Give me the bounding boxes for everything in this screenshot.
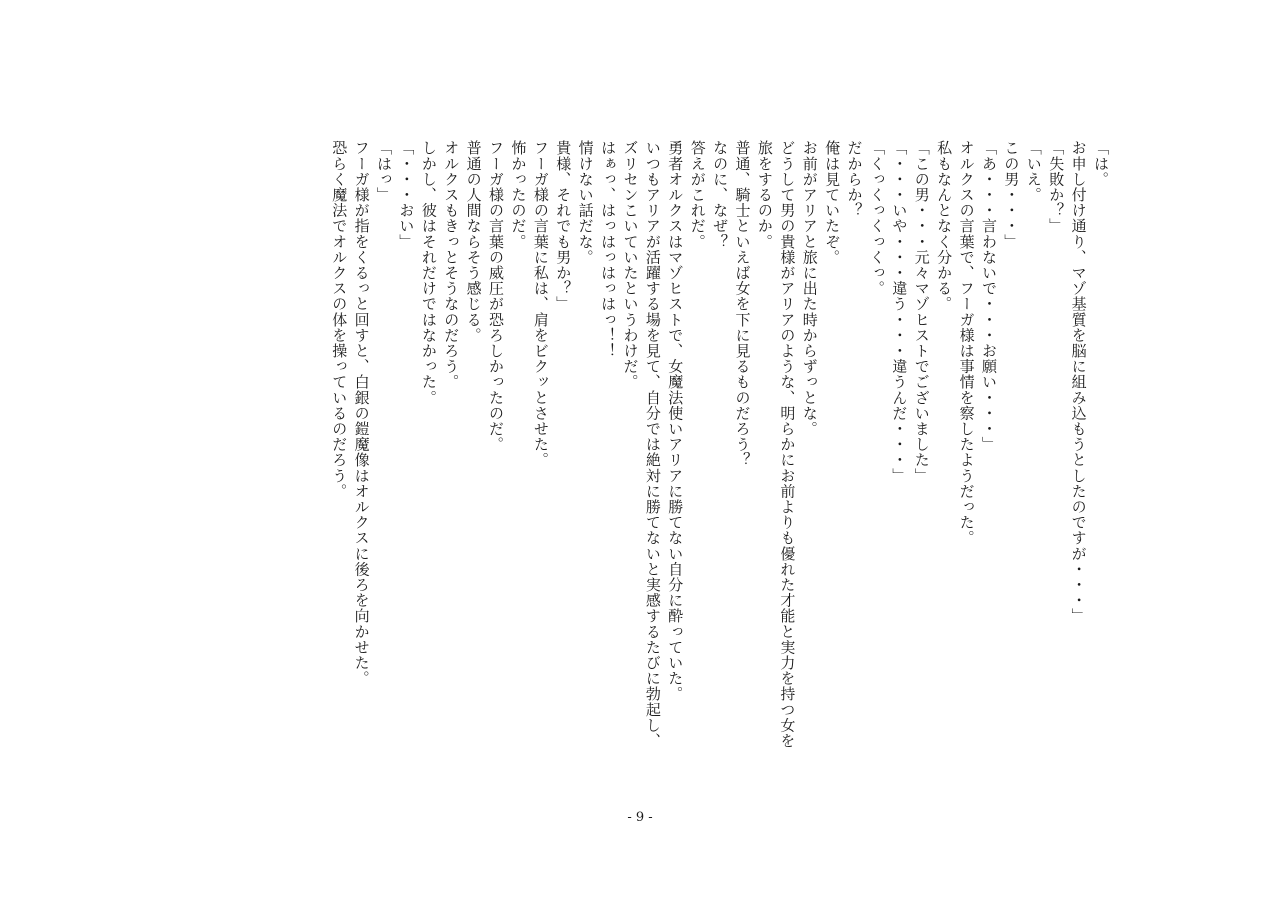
text-line: 「は。 bbox=[1092, 140, 1110, 187]
text-line: 「・・・おい」 bbox=[397, 140, 416, 250]
text-line: 旅をするのか。 bbox=[755, 140, 774, 250]
text-line: 「この男・・・元々マゾヒストでございました」 bbox=[912, 140, 931, 484]
text-line: フーガ様の言葉に私は、肩をビクッとさせた。 bbox=[531, 140, 550, 468]
text-line: はぁっ、はっはっはっはっ！！ bbox=[599, 140, 618, 359]
text-line: 恐らく魔法でオルクスの体を操っているのだろう。 bbox=[330, 140, 349, 499]
text-line: 普通、騎士といえば女を下に見るものだろう？ bbox=[733, 140, 752, 468]
text-line: 答えがこれだ。 bbox=[688, 140, 707, 250]
text-line: しかし、彼はそれだけではなかった。 bbox=[419, 140, 438, 406]
text-line: だからか？ bbox=[845, 140, 864, 218]
text-line: 私もなんとなく分かる。 bbox=[935, 140, 954, 312]
text-line: 貴様、それでも男か？」 bbox=[554, 140, 573, 312]
text-line: 普通の人間ならそう感じる。 bbox=[464, 140, 483, 343]
text-line: 「・・・いや・・・違う・・・違うんだ・・・」 bbox=[890, 140, 909, 484]
page-number: - 9 - bbox=[627, 810, 653, 825]
text-line: 俺は見ていたぞ。 bbox=[823, 140, 842, 265]
text-line: 「いえ。 bbox=[1024, 140, 1043, 203]
text-line: お前がアリアと旅に出た時からずっとな。 bbox=[800, 140, 819, 437]
text-line: オルクスの言葉で、フーガ様は事情を察したようだった。 bbox=[957, 140, 976, 546]
text-line: お申し付け通り、マゾ基質を脳に組み込もうとしたのですが・・・」 bbox=[1069, 140, 1088, 624]
text-line: オルクスもきっとそうなのだろう。 bbox=[442, 140, 461, 390]
text-line: いつもアリアが活躍する場を見て、自分では絶対に勝てないと実感するたびに勃起し、 bbox=[643, 140, 662, 749]
text-line: フーガ様が指をくるっと回すと、白銀の鎧魔像はオルクスに後ろを向かせた。 bbox=[352, 140, 371, 686]
text-line: 「あ・・・言わないで・・・お願い・・・」 bbox=[979, 140, 998, 452]
text-line: この男・・・」 bbox=[1002, 140, 1021, 250]
text-line: 「はっ」 bbox=[375, 140, 393, 203]
text-line: フーガ様の言葉の威圧が恐ろしかったのだ。 bbox=[487, 140, 506, 452]
text-line: どうして男の貴様がアリアのような、明らかにお前よりも優れた才能と実力を持つ女を bbox=[778, 140, 797, 749]
text-line: 勇者オルクスはマゾヒストで、女魔法使いアリアに勝てない自分に酔っていた。 bbox=[666, 140, 685, 702]
text-line: なのに、なぜ？ bbox=[711, 140, 730, 250]
vertical-text-body bbox=[328, 140, 1112, 749]
text-line: ズリセンこいていたというわけだ。 bbox=[621, 140, 640, 390]
text-line: 「くっくっくっくっ。 bbox=[867, 140, 886, 296]
text-line: 「失敗か？」 bbox=[1047, 140, 1066, 234]
text-line: 怖かったのだ。 bbox=[509, 140, 528, 250]
text-line: 情けない話だな。 bbox=[576, 140, 595, 265]
